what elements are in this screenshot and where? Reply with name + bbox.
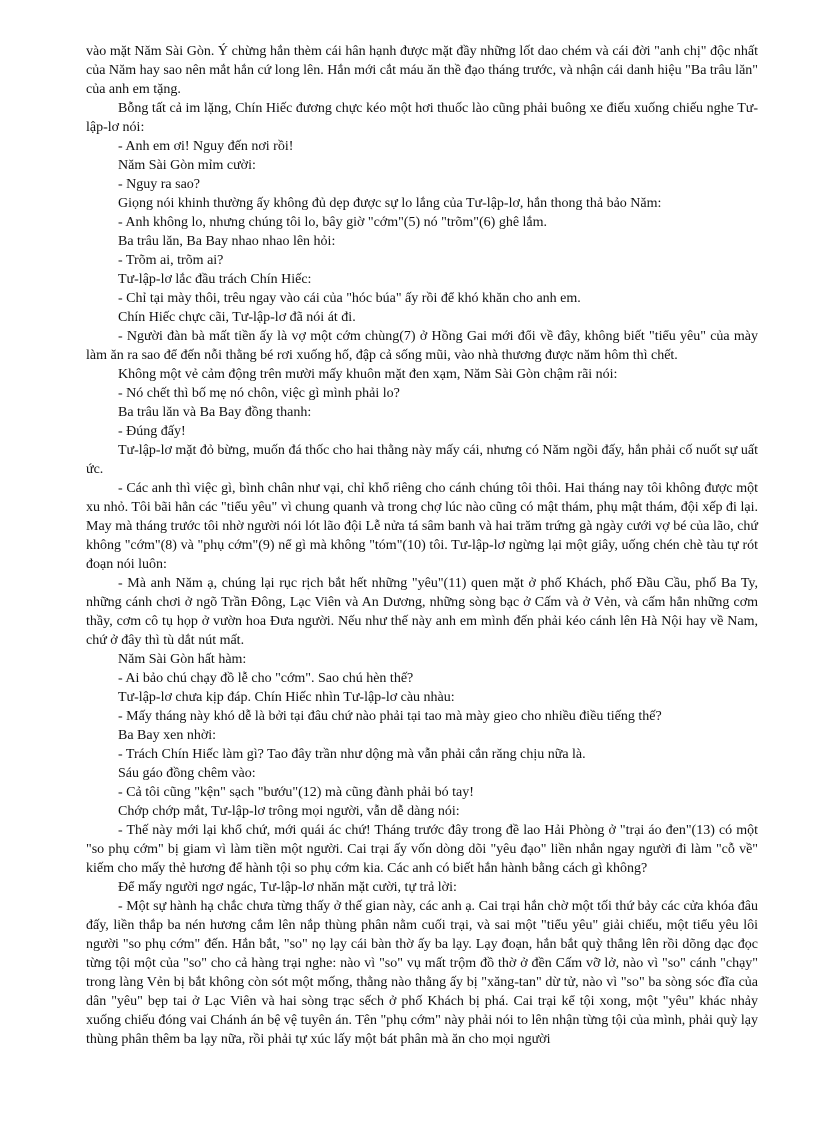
paragraph: Ba Bay xen nhời:	[118, 728, 216, 743]
paragraph: Tư-lập-lơ lắc đầu trách Chín Hiếc:	[118, 272, 312, 287]
paragraph: vào mặt Năm Sài Gòn. Ý chừng hắn thèm cái hân hạnh được mặt đầy những lốt dao chém và cái đời "anh chị" độc nhất của Năm hay sao nên mắt hắn cứ long lên. Hắn mới cắt máu ăn thề đạo tháng trước, và nhận cái danh hiệu "Ba trâu lăn" của anh em tặng.	[86, 44, 758, 97]
paragraph: - Anh không lo, nhưng chúng tôi lo, bây giờ "cớm"(5) nó "trõm"(6) ghê lắm.	[118, 215, 548, 230]
paragraph: - Người đàn bà mất tiền ấy là vợ một cớm chùng(7) ở Hồng Gai mới đổi về đây, không biết "tiểu yêu" của mày làm ăn ra sao để đến nỗi thằng bé rơi xuống hố, đập cả sống mũi, vào nhà thương được năm hôm thì chết.	[86, 329, 758, 363]
paragraph: Tư-lập-lơ mặt đỏ bừng, muốn đá thốc cho hai thằng này mấy cái, nhưng có Năm ngồi đấy, hắn phải cố nuốt sự uất ức.	[86, 443, 758, 477]
paragraph: Sáu gáo đồng chêm vào:	[118, 766, 256, 781]
paragraph: - Đúng đấy!	[118, 424, 186, 439]
paragraph: - Các anh thì việc gì, bình chân như vại, chỉ khổ riêng cho cánh chúng tôi thôi. Hai tháng nay tôi không được một xu nhỏ. Tôi bãi hẳn các "tiểu yêu" vì chung quanh và trong chợ lúc nào cũng có mật thám, phụ mật thám, đội xếp đi lại. May mà tháng trước tôi nhờ người nói lót lão đội Lễ nửa tá sâm banh và hai trăm trứng gà ngày cưới vợ bé của lão, chứ không "cớm"(8) và "phụ cớm"(9) nể gì mà không "tóm"(10) tôi. Tư-lập-lơ ngừng lại một giây, uống chén chè tàu tự rót đoạn nói luôn:	[86, 481, 758, 572]
paragraph: - Mà anh Năm ạ, chúng lại rục rịch bắt hết những "yêu"(11) quen mặt ở phố Khách, phố Đầu Cầu, phố Ba Ty, những cánh chơi ở ngõ Trần Đông, Lạc Viên và An Dương, những sòng bạc ở Cấm và ở Vẻn, và cấm hẳn những cơm thầy, cơm cô tụ họp ở vườn hoa Đưa người. Nếu như thế này anh em mình đến phải kéo cánh lên Hà Nội hay về Nam, chứ ở đây thì tù dắt nút mất.	[86, 576, 758, 648]
paragraph: Giọng nói khinh thường ấy không đủ dẹp được sự lo lắng của Tư-lập-lơ, hắn thong thả bảo Năm:	[118, 196, 662, 211]
paragraph: - Một sự hành hạ chắc chưa từng thấy ở thế gian này, các anh ạ. Cai trại hắn chờ một tối thứ bảy các cửa khóa đâu đấy, liền thắp ba nén hương cắm lên nắp thùng phân nằm cuối trại, và sai một "tiểu yêu" giải chiếu, một tiểu yêu lôi người "so phụ cớm" đến. Hắn bắt, "so" nọ lạy cái bàn thờ ấy ba lạy. Lạy đoạn, hắn bắt quỳ thẳng lên rồi dõng dạc đọc từng tội một của "so" cho cả hàng trại nghe: nào vì "so" vụ mất trộm đồ thờ ở đền Cấm vỡ lở, nào vì "so" cánh "chạy" trong làng Vẻn bị bắt không còn sót một mống, thằng nào thằng ấy bị "xăng-tan" dừ tử, nào vì "so" ba sòng sóc đĩa của dân "yêu" bẹp tai ở Lạc Viên và hai sòng trạc sếch ở phố Khách bị phá. Cai trại kể tội xong, một "yêu" khác nhảy xuống chiếu đóng vai Chánh án bệ vệ tuyên án. Tên "phụ cớm" này phải nói to lên nhận từng tội của mình, phải quỳ lạy thùng phân thêm ba lạy nữa, rồi phải tự xúc lấy một bát phân mà ăn cho mọi người	[86, 899, 758, 1047]
paragraph: - Chỉ tại mày thôi, trêu ngay vào cái của "hóc búa" ấy rồi để khó khăn cho anh em.	[118, 291, 581, 306]
paragraph: - Mấy tháng này khó dễ là bởi tại đâu chứ nào phải tại tao mà mày gieo cho nhiều điều tiếng thế?	[118, 709, 662, 724]
paragraph: - Anh em ơi! Nguy đến nơi rồi!	[118, 139, 294, 154]
paragraph: - Trách Chín Hiếc làm gì? Tao đây trần như dộng mà vẫn phải cắn răng chịu nữa là.	[118, 747, 586, 762]
paragraph: Ba trâu lăn và Ba Bay đồng thanh:	[118, 405, 312, 420]
paragraph: - Ai bảo chú chạy đồ lễ cho "cớm". Sao chú hèn thế?	[118, 671, 414, 686]
paragraph: Chớp chớp mắt, Tư-lập-lơ trông mọi người, vẫn dễ dàng nói:	[118, 804, 460, 819]
paragraph: Năm Sài Gòn mỉm cười:	[118, 158, 256, 173]
paragraph: - Cả tôi cũng "kện" sạch "bướu"(12) mà cũng đành phải bó tay!	[118, 785, 474, 800]
paragraph: - Trõm ai, trõm ai?	[118, 253, 224, 268]
paragraph: - Nguy ra sao?	[118, 177, 201, 192]
paragraph: Tư-lập-lơ chưa kịp đáp. Chín Hiếc nhìn Tư-lập-lơ càu nhàu:	[118, 690, 455, 705]
paragraph: Ba trâu lăn, Ba Bay nhao nhao lên hỏi:	[118, 234, 336, 249]
paragraph: Chín Hiếc chực cãi, Tư-lập-lơ đã nói át đi.	[118, 310, 356, 325]
paragraph: Để mấy người ngơ ngác, Tư-lập-lơ nhăn mặt cười, tự trả lời:	[118, 880, 457, 895]
paragraph: Không một vẻ cảm động trên mười mấy khuôn mặt đen xạm, Năm Sài Gòn chậm rãi nói:	[118, 367, 618, 382]
paragraph: Bỗng tất cả im lặng, Chín Hiếc đương chực kéo một hơi thuốc lào cũng phải buông xe điếu xuống chiếu nghe Tư-lập-lơ nói:	[86, 101, 758, 135]
paragraph: - Thế này mới lại khổ chứ, mới quái ác chứ! Tháng trước đây trong đề lao Hải Phòng ở "trại áo đen"(13) có một "so phụ cớm" bị giam vì làm tiền một người. Cai trại ấy vốn dòng dõi "yêu đạo" liền nhắn ngay người đi làm "cỗ về" kiếm cho mấy thẻ hương để hành tội so phụ cớm kia. Các anh có biết hắn hành bằng cách gì không?	[86, 823, 758, 876]
paragraph: Năm Sài Gòn hất hàm:	[118, 652, 247, 667]
paragraph: - Nó chết thì bố mẹ nó chôn, việc gì mình phải lo?	[118, 386, 400, 401]
